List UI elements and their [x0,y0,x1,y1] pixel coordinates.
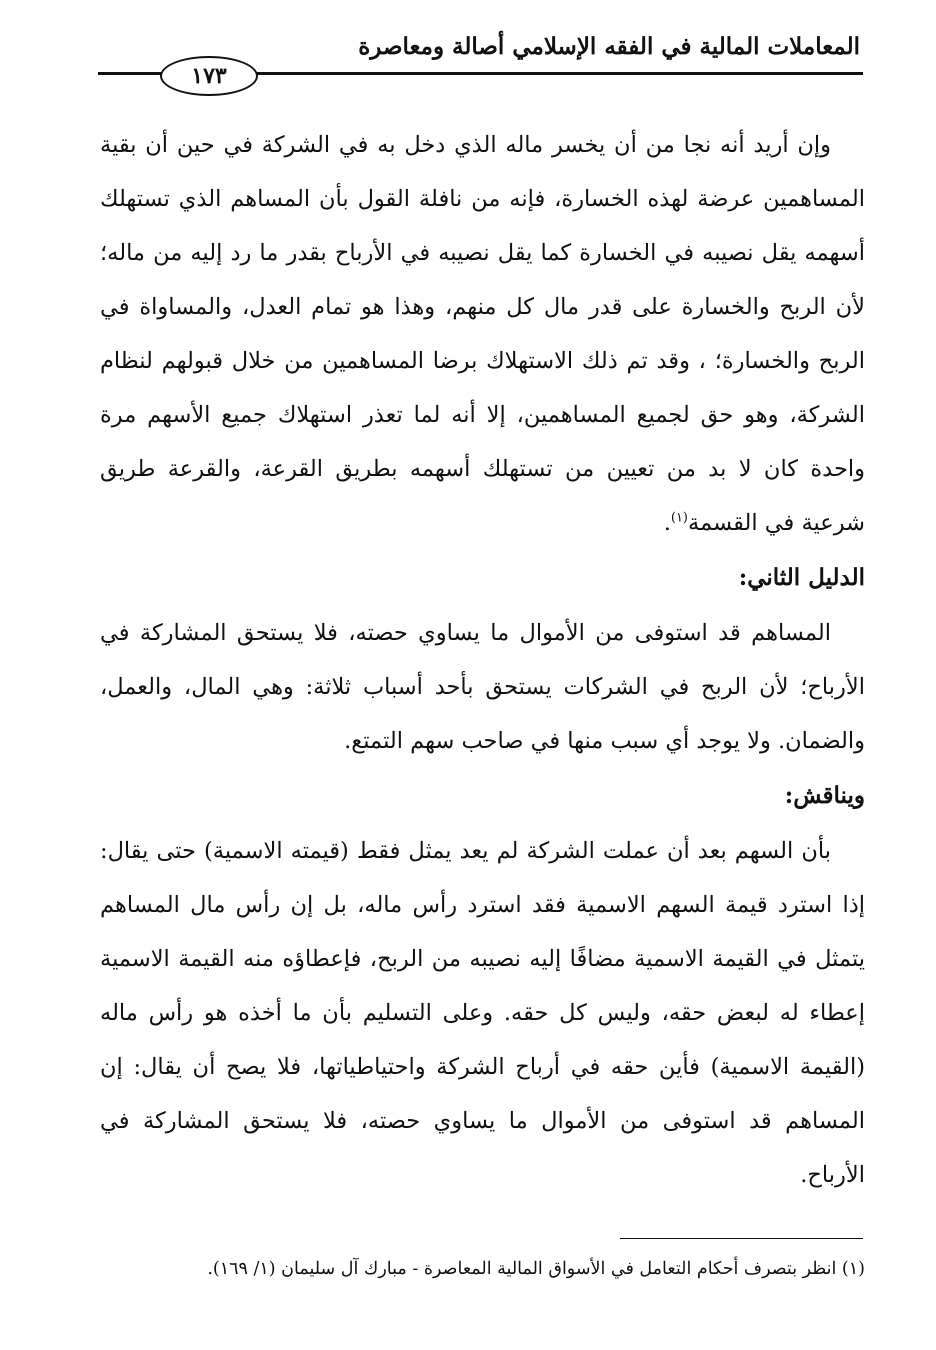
paragraph-2: المساهم قد استوفى من الأموال ما يساوي حصته، فلا يستحق المشاركة في الأرباح؛ لأن الربح في الشركات يستحق بأحد أسباب ثلاثة: وهي المال، والعمل، والضمان. ولا يوجد أي سبب منها في صاحب سهم التمتع. [100,620,865,754]
paragraph-1-text: وإن أريد أنه نجا من أن يخسر ماله الذي دخل به في الشركة في حين أن بقية المساهمين عرضة لهذه الخسارة، فإنه من نافلة القول بأن المساهم الذي تستهلك أسهمه يقل نصيبه في الخسارة كما يقل نصيبه في الأرباح بقدر ما رد إليه من ماله؛ لأن الربح والخسارة على قدر مال كل منهم، وهذا هو تمام العدل، والمساواة في الربح والخسارة؛ ، وقد تم ذلك الاستهلاك برضا المساهمين من خلال قبولهم لنظام الشركة، وهو حق لجميع المساهمين، إلا أنه لما تعذر استهلاك جميع الأسهم مرة واحدة كان لا بد من تعيين من تستهلك أسهمه بطريق القرعة، والقرعة طريق شرعية في القسمة [100,132,865,536]
paragraph-3: بأن السهم بعد أن عملت الشركة لم يعد يمثل فقط (قيمته الاسمية) حتى يقال: إذا استرد قيمة السهم الاسمية فقد استرد رأس ماله، بل إن رأس مال المساهم يتمثل في القيمة الاسمية مضافًا إليه نصيبه من الربح، فإعطاؤه منه القيمة الاسمية إعطاء له لبعض حقه، وليس كل حقه. وعلى التسليم بأن ما أخذه هو رأس ماله (القيمة الاسمية) فأين حقه في أرباح الشركة واحتياطياتها، فلا يصح أن يقال: إن المساهم قد استوفى من الأموال ما يساوي حصته، فلا يستحق المشاركة في الأرباح. [100,838,865,1188]
footnote-marker: (١) [670,510,688,526]
footnote-rule [620,1238,863,1239]
paragraph-1 [100,118,865,550]
section-heading-second-evidence: الدليل الثاني: [738,564,865,591]
body-text [100,118,865,1202]
section-heading-discussion: ويناقش: [784,782,865,809]
footnote: (١) انظر بتصرف أحكام التعامل في الأسواق المالية المعاصرة - مبارك آل سليمان (١/ ١٦٩). [207,1259,865,1279]
page-number: ١٧٣ [160,56,258,96]
paragraph-1-end: . [663,510,671,536]
running-header: المعاملات المالية في الفقه الإسلامي أصالة ومعاصرة [358,33,860,60]
